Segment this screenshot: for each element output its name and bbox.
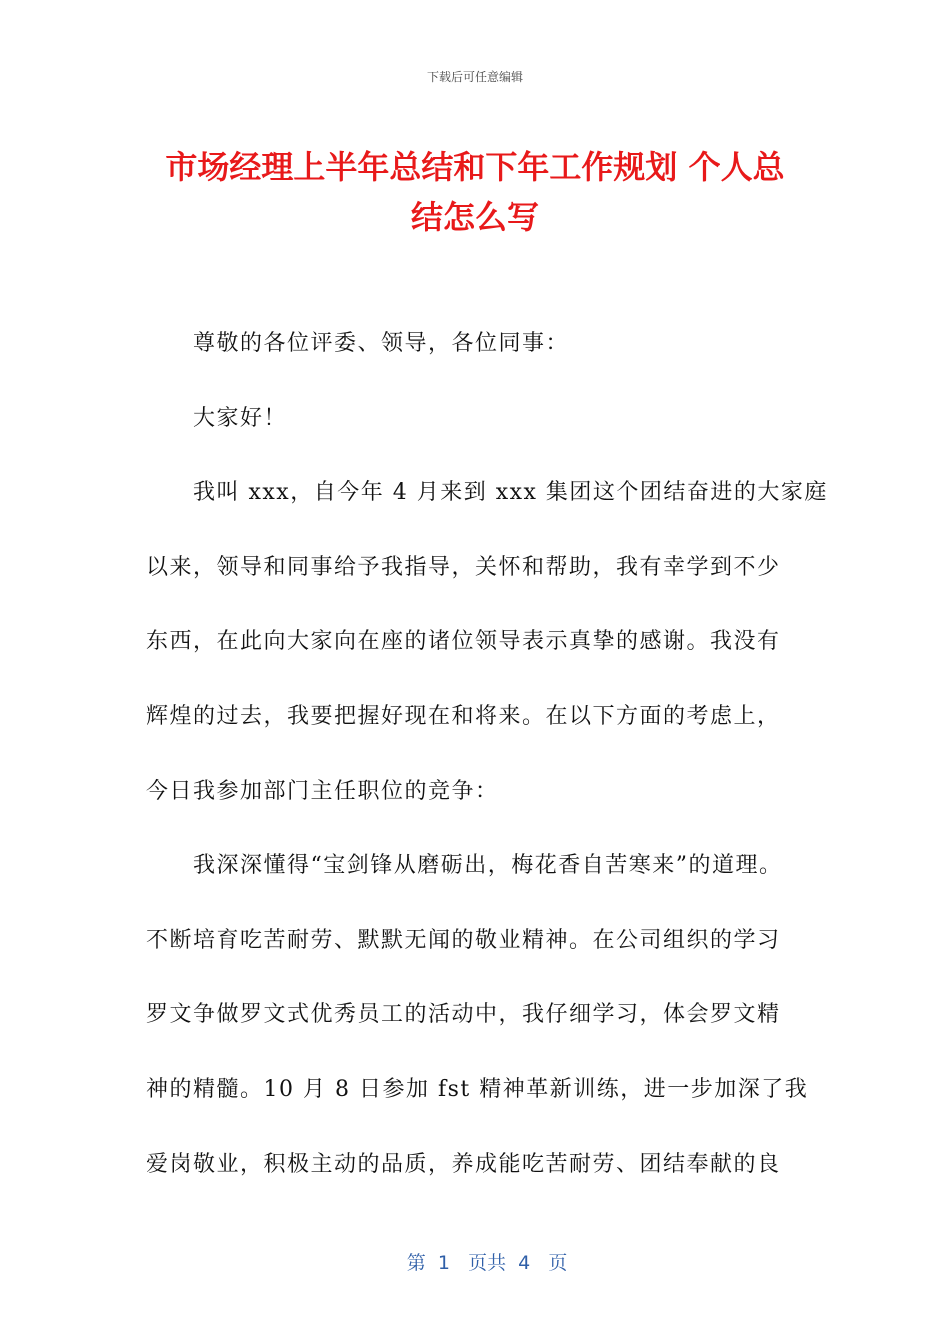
salutation: 尊敬的各位评委、领导，各位同事： <box>193 331 570 356</box>
paragraph-line: 我深深懂得“宝剑锋从磨砺出，梅花香自苦寒来”的道理。 <box>193 853 783 879</box>
body-text <box>146 322 828 1217</box>
header-note: 下载后可任意编辑 <box>426 70 523 84</box>
title-line-1: 市场经理上半年总结和下年工作规划 个人总 <box>165 148 785 186</box>
paragraph-line: 罗文争做罗文式优秀员工的活动中，我仔细学习，体会罗文精 <box>146 1002 781 1028</box>
document-title <box>130 142 820 242</box>
page-number-text: 第 1 页共 4 页 <box>406 1252 568 1274</box>
paragraph-line: 神的精髓。10 月 8 日参加 fst 精神革新训练，进一步加深了我 <box>146 1076 809 1102</box>
paragraph-line: 辉煌的过去，我要把握好现在和将来。在以下方面的考虑上， <box>146 703 781 729</box>
paragraph-line: 我叫 xxx，自今年 4 月来到 xxx 集团这个团结奋进的大家庭 <box>193 480 828 506</box>
paragraph-line: 爱岗敬业，积极主动的品质，养成能吃苦耐劳、团结奉献的良 <box>146 1151 781 1177</box>
greeting: 大家好！ <box>193 405 288 431</box>
title-line-2: 结怎么写 <box>410 198 539 236</box>
paragraph-line: 不断培育吃苦耐劳、默默无闻的敬业精神。在公司组织的学习 <box>146 927 781 953</box>
paragraph-line: 今日我参加部门主任职位的竞争： <box>146 778 499 804</box>
paragraph-line: 以来，领导和同事给予我指导，关怀和帮助，我有幸学到不少 <box>146 554 781 580</box>
paragraph-line: 东西，在此向大家向在座的诸位领导表示真挚的感谢。我没有 <box>146 629 781 655</box>
page-footer <box>0 1226 950 1297</box>
